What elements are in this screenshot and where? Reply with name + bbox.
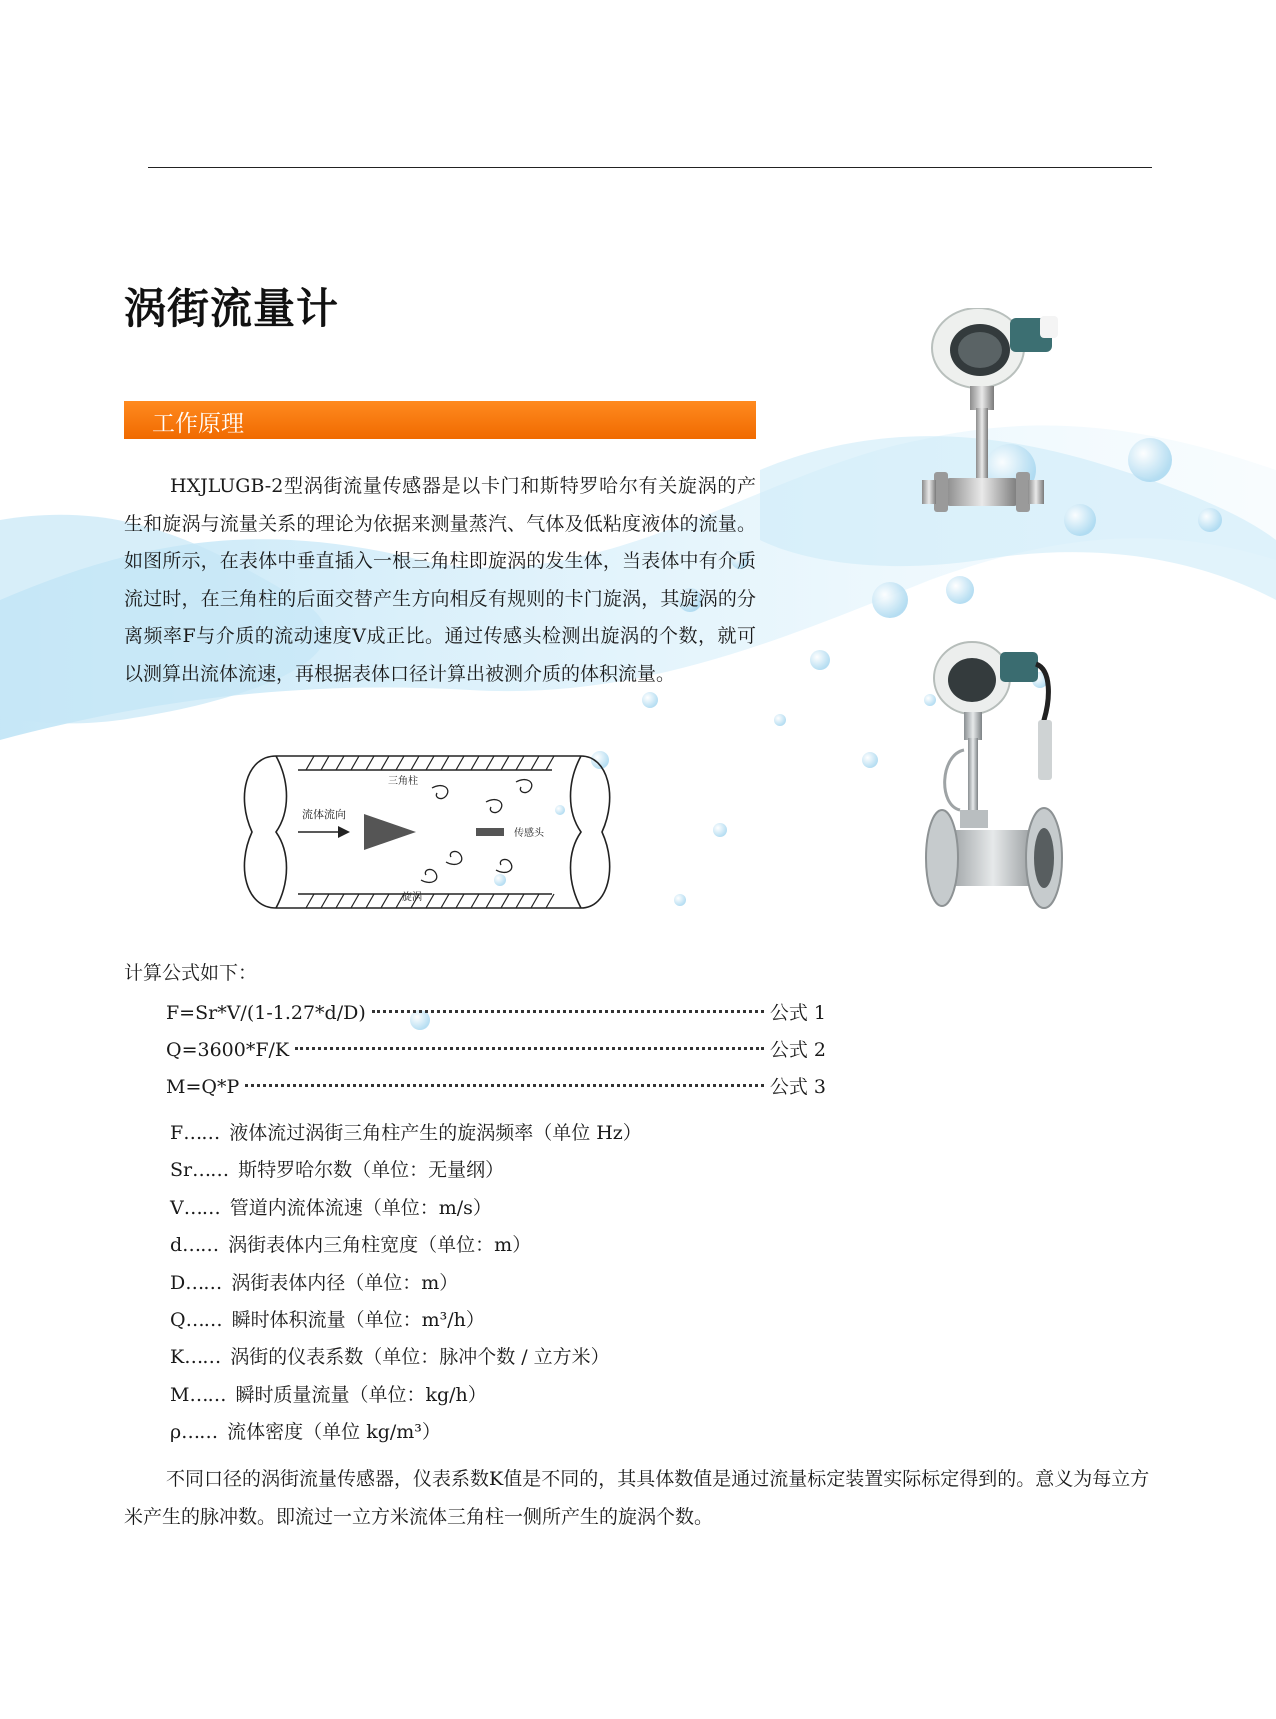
formula-tag: 公式 3 — [769, 1076, 826, 1098]
vortex-principle-diagram — [236, 752, 636, 912]
dot-leader — [295, 1047, 764, 1050]
variable-symbol: ρ — [170, 1421, 182, 1444]
flow-direction-arrow — [298, 826, 350, 838]
variable-description: 涡街表体内径（单位：m） — [231, 1271, 459, 1294]
variable-description: 瞬时体积流量（单位：m³/h） — [231, 1308, 485, 1331]
formula-expression: F=Sr*V/(1-1.27*d/D) — [166, 1002, 366, 1024]
formula-tag: 公式 2 — [769, 1039, 826, 1061]
variable-row — [170, 1230, 870, 1267]
dot-leader: …… — [185, 1271, 222, 1294]
formula-row — [166, 1035, 826, 1072]
vortex-flowmeter-flanged-image — [920, 640, 1070, 930]
dot-leader: …… — [181, 1421, 218, 1444]
variable-row — [170, 1268, 870, 1305]
closing-paragraph: 不同口径的涡街流量传感器，仪表系数K值是不同的，其具体数值是通过流量标定装置实际标定得到的。意义为每立方米产生的脉冲数。即流过一立方米流体三角柱一侧所产生的旋涡个数。 — [124, 1468, 1150, 1528]
dot-leader: …… — [189, 1383, 226, 1406]
dot-leader — [245, 1084, 764, 1087]
intro-paragraph: HXJLUGB-2型涡街流量传感器是以卡门和斯特罗哈尔有关旋涡的产生和旋涡与流量关系的理论为依据来测量蒸汽、气体及低粘度液体的流量。如图所示，在表体中垂直插入一根三角柱即旋涡的发生体，当表体中有介质流过时，在三角柱的后面交替产生方向相反有规则的卡门旋涡，其旋涡的分离频率F与介质的流动速度V成正比。通过传感头检测出旋涡的个数，就可以测算出流体流速，再根据表体口径计算出被测介质的体积流量。 — [124, 475, 756, 685]
variable-description: 涡街表体内三角柱宽度（单位：m） — [228, 1234, 532, 1257]
variable-description: 瞬时质量流量（单位：kg/h） — [235, 1383, 487, 1406]
sensor-head-label: 传感头 — [514, 828, 544, 839]
flow-direction-label: 流体流向 — [302, 808, 346, 821]
variable-description: 管道内流体流速（单位：m/s） — [229, 1196, 492, 1219]
variable-symbol: Sr — [170, 1159, 193, 1182]
dot-leader: …… — [183, 1196, 220, 1219]
dot-leader: …… — [183, 1122, 220, 1144]
variable-symbol: Q — [170, 1308, 186, 1331]
vortex-label: 旋涡 — [402, 892, 422, 903]
variable-description: 流体密度（单位 kg/m³） — [227, 1421, 441, 1444]
bluff-body-label: 三角柱 — [388, 776, 418, 787]
vortex-flowmeter-sanitary-clamp-image — [920, 308, 1060, 548]
variable-description: 涡街的仪表系数（单位：脉冲个数 / 立方米） — [230, 1346, 610, 1369]
variable-symbol: F — [170, 1122, 184, 1144]
dot-leader: …… — [192, 1159, 229, 1182]
variable-row — [170, 1380, 870, 1417]
dot-leader: …… — [182, 1234, 219, 1257]
top-rule — [148, 167, 1152, 168]
variable-row — [170, 1417, 870, 1454]
dot-leader: …… — [185, 1308, 222, 1331]
variable-symbol: D — [170, 1271, 186, 1294]
formula-expression: Q=3600*F/K — [166, 1039, 290, 1061]
dot-leader — [372, 1010, 764, 1013]
section-header-label: 工作原理 — [152, 411, 244, 437]
variable-definitions — [170, 1118, 870, 1455]
variable-row — [170, 1342, 870, 1379]
sensor-head — [476, 828, 504, 836]
variable-description: 液体流过涡街三角柱产生的旋涡频率（单位 Hz） — [229, 1122, 642, 1144]
dot-leader: …… — [184, 1346, 221, 1369]
formula-heading: 计算公式如下： — [124, 962, 258, 984]
variable-row — [170, 1305, 870, 1342]
bluff-body-triangle — [364, 814, 416, 850]
section-header-bar — [124, 401, 756, 439]
variable-symbol: d — [170, 1234, 183, 1257]
formula-row — [166, 1072, 826, 1109]
variable-symbol: K — [170, 1346, 185, 1369]
variable-description: 斯特罗哈尔数（单位：无量纲） — [238, 1159, 505, 1182]
variable-row — [170, 1118, 870, 1155]
variable-row — [170, 1193, 870, 1230]
variable-row — [170, 1155, 870, 1192]
page-title: 涡街流量计 — [124, 284, 340, 333]
formula-tag: 公式 1 — [769, 1002, 826, 1024]
variable-symbol: M — [170, 1383, 190, 1406]
formula-expression: M=Q*P — [166, 1076, 240, 1098]
formula-list — [166, 998, 826, 1109]
formula-row — [166, 998, 826, 1035]
variable-symbol: V — [170, 1196, 184, 1219]
